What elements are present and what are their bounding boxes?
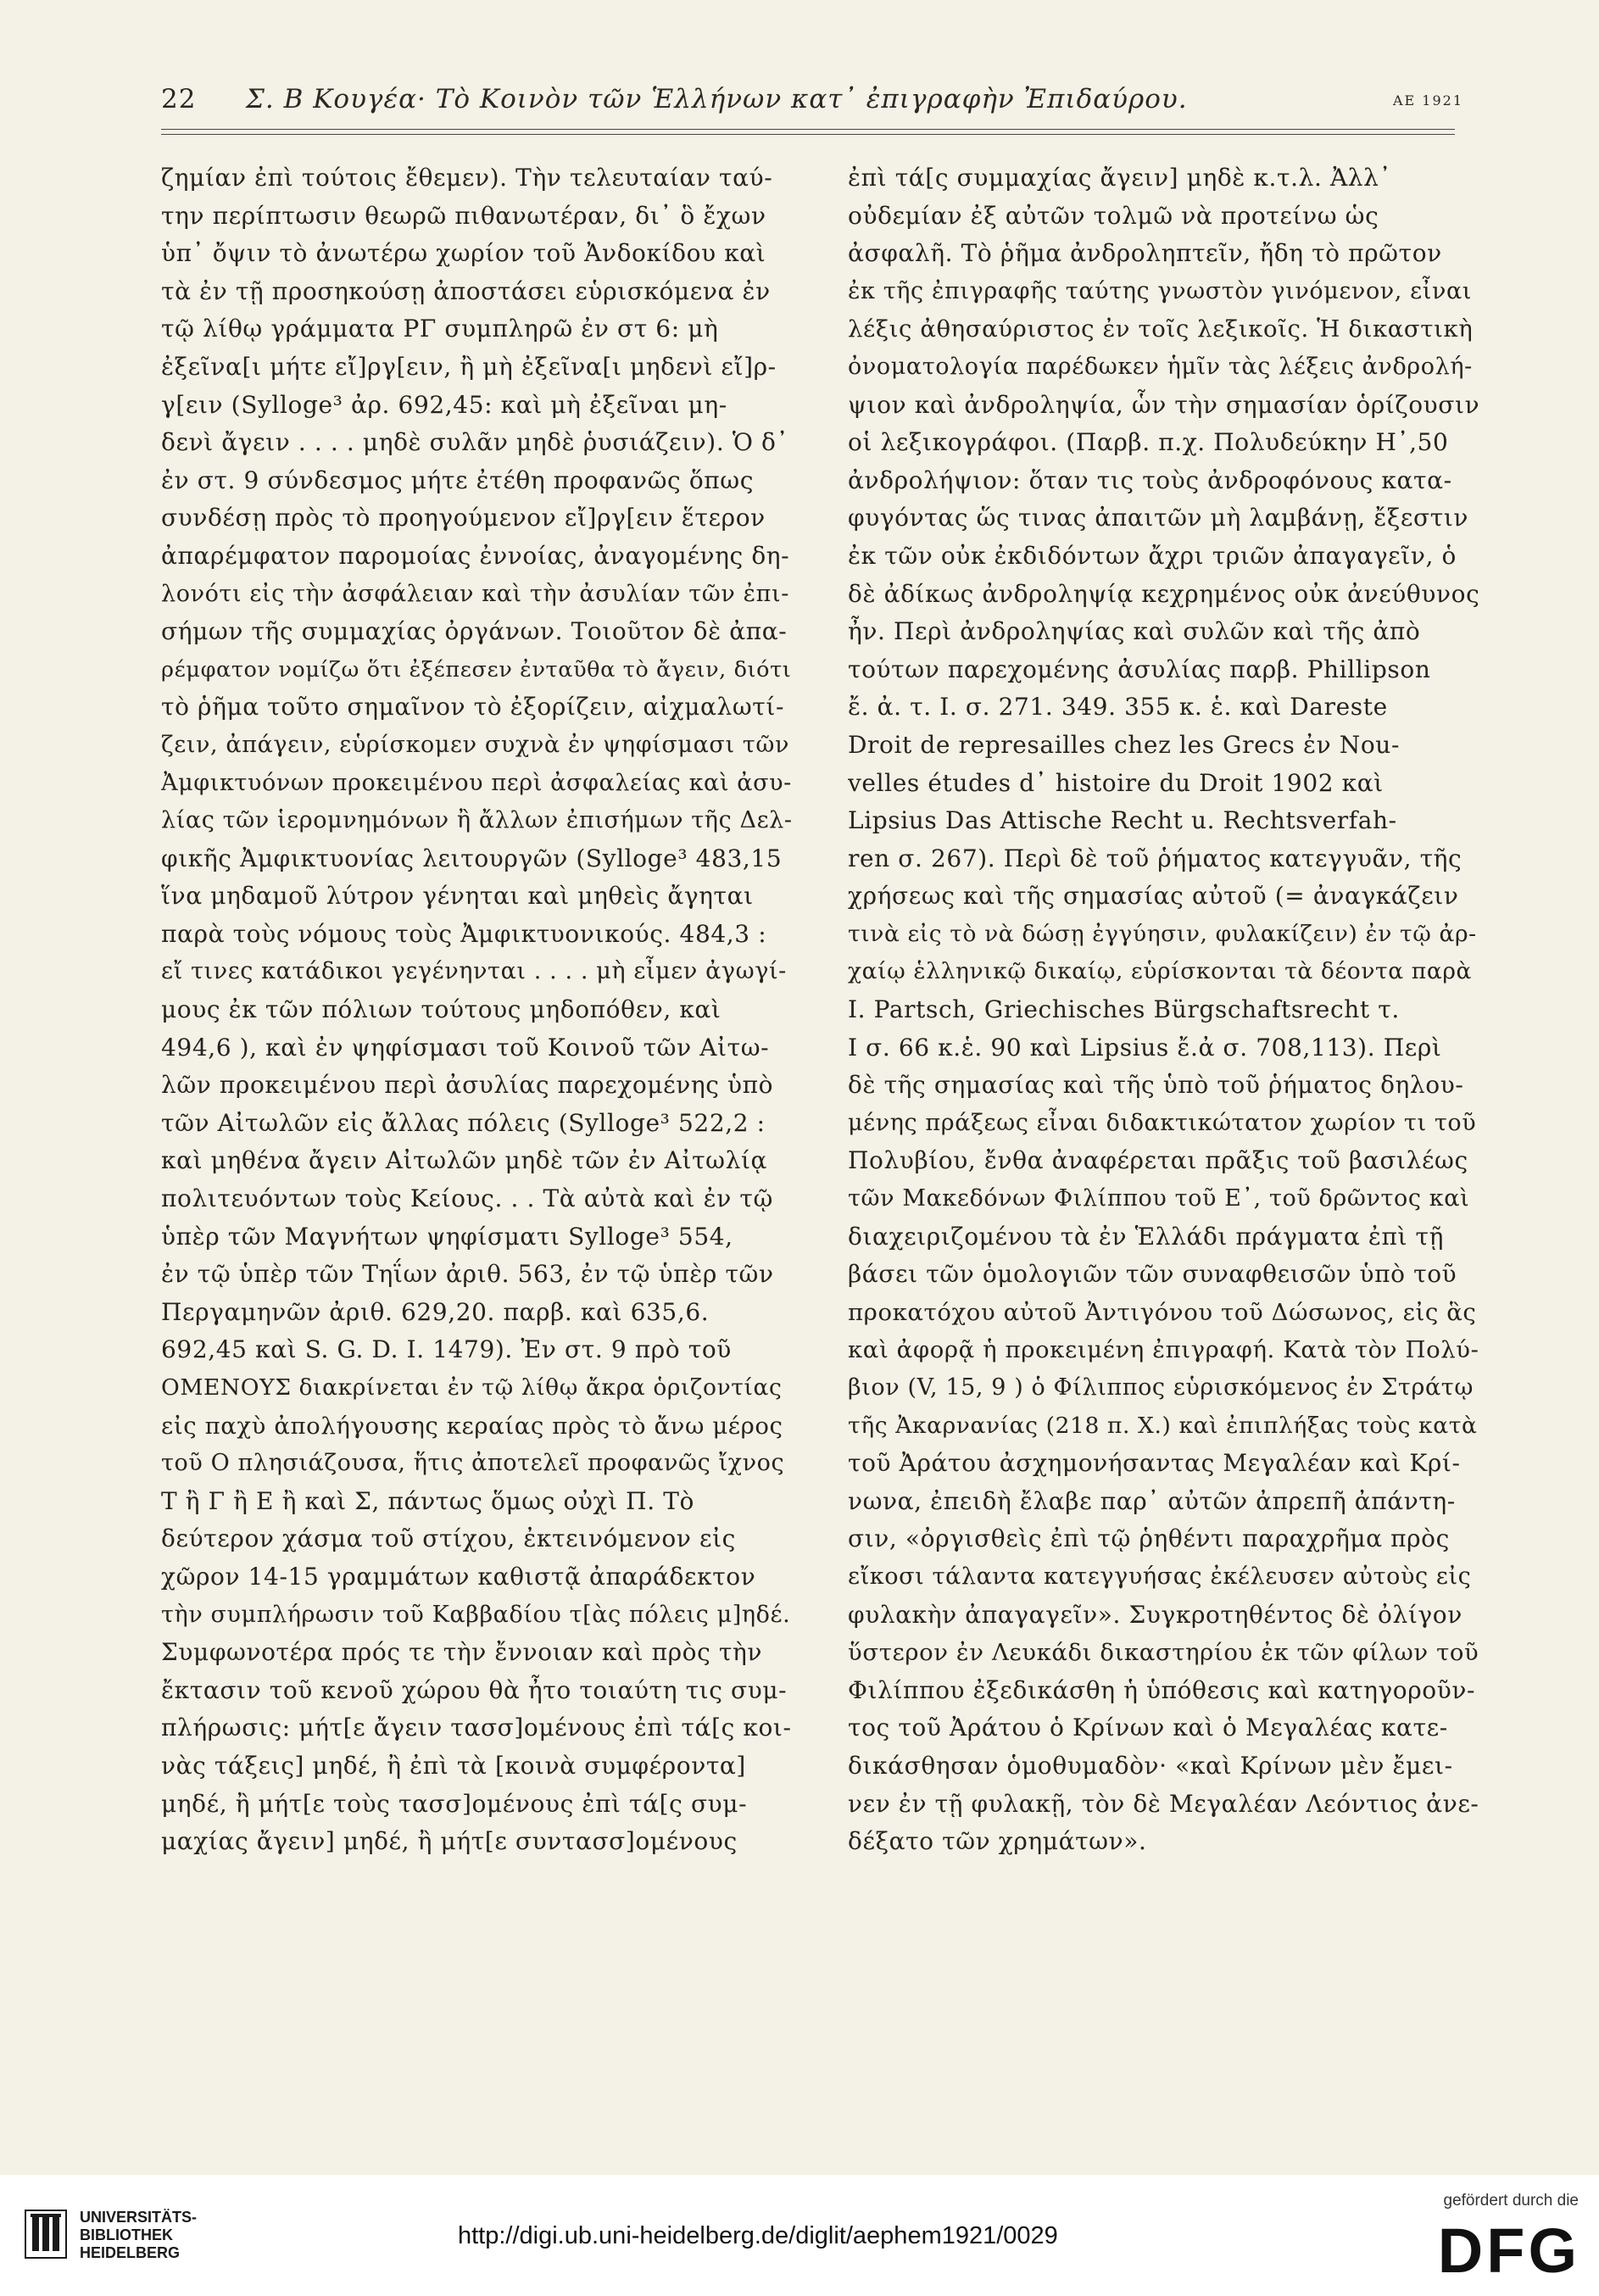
text-line: ἔ. ἀ. τ. I. σ. 271. 349. 355 κ. ἑ. καὶ Dareste <box>848 693 1388 722</box>
text-line: οἱ λεξικογράφοι. (Παρβ. π.χ. Πολυδεύκην Η᾽,50 <box>848 428 1449 457</box>
text-line: ἀπαρέμφατον παρομοίας ἐννοίας, ἀναγομένης δη- <box>161 541 790 570</box>
text-line: λῶν προκειμένου περὶ ἀσυλίας παρεχομένης ὑπὸ <box>161 1071 774 1100</box>
text-line: χρήσεως καὶ τῆς σημασίας αὐτοῦ (= ἀναγκάζειν <box>848 882 1459 911</box>
library-line: BIBLIOTHEK <box>80 2226 173 2243</box>
text-line: ἐπὶ τά[ς συμμαχίας ἄγειν] μηδὲ κ.τ.λ. Ἀλλ᾽ <box>848 164 1392 192</box>
text-line: ἐν στ. 9 σύνδεσμος μήτε ἐτέθη προφανῶς ὅπως <box>161 465 755 494</box>
text-line: προκατόχου αὐτοῦ Ἀντιγόνου τοῦ Δώσωνος, εἰς ἃς <box>848 1298 1477 1326</box>
left-column <box>161 159 793 1861</box>
text-line: τὴν συμπλήρωσιν τοῦ Καββαδίου τ[ὰς πόλεις μ]ηδέ. <box>161 1601 791 1628</box>
text-line: Πολυβίου, ἔνθα ἀναφέρεται πρᾶξις τοῦ βασιλέως <box>848 1146 1468 1175</box>
text-line: ΟΜΕΝΟΥΣ διακρίνεται ἐν τῷ λίθῳ ἄκρα ὁριζοντίας <box>161 1374 783 1401</box>
text-line: λίας τῶν ἱερομνημόνων ἢ ἄλλων ἐπισήμων τῆς Δελ- <box>161 807 793 834</box>
text-line: νωνα, ἐπειδὴ ἔλαβε παρ᾽ αὐτῶν ἀπρεπῆ ἀπάντη- <box>848 1486 1456 1515</box>
text-line: ren σ. 267). Περὶ δὲ τοῦ ῥήματος κατεγγυᾶν, τῆς <box>848 844 1462 872</box>
text-line: τὸ ῥῆμα τοῦτο σημαῖνον τὸ ἐξορίζειν, αἰχμαλωτί- <box>161 693 785 722</box>
text-line: βιον (V, 15, 9 ) ὁ Φίλιππος εὑρισκόμενος ἐν Στράτῳ <box>848 1374 1474 1401</box>
text-line: νὰς τάξεις] μηδέ, ἢ ἐπὶ τὰ [κοινὰ συμφέροντα] <box>161 1751 746 1780</box>
text-line: ἐκ τῆς ἐπιγραφῆς ταύτης γνωστὸν γινόμενον, εἶναι <box>848 277 1472 304</box>
text-line: διαχειριζομένου τὰ ἐν Ἑλλάδι πράγματα ἐπὶ τῇ <box>848 1222 1444 1251</box>
text-line: σιν, «ὀργισθεὶς ἐπὶ τῷ ῥηθέντι παραχρῆμα πρὸς <box>848 1524 1450 1553</box>
text-line: μένης πράξεως εἶναι διδακτικώτατον χωρίον τι τοῦ <box>848 1109 1477 1136</box>
text-line: εἴ τινες κατάδικοι γεγένηνται . . . . μὴ εἶμεν ἀγωγί- <box>161 958 787 985</box>
text-line: οὐδεμίαν ἐξ αὐτῶν τολμῶ νὰ προτείνω ὡς <box>848 201 1379 230</box>
text-line: ὑπ᾽ ὄψιν τὸ ἀνωτέρω χωρίον τοῦ Ἀνδοκίδου καὶ <box>161 239 766 268</box>
running-head <box>161 81 1463 123</box>
text-line: λέξις ἀθησαύριστος ἐν τοῖς λεξικοῖς. Ἡ δικαστικὴ <box>848 315 1474 343</box>
text-line: τῶν Μακεδόνων Φιλίππου τοῦ Ε᾽, τοῦ δρῶντος καὶ <box>848 1185 1470 1212</box>
text-line: καὶ μηθένα ἄγειν Αἰτωλῶν μηδὲ τῶν ἐν Αἰτωλίᾳ <box>161 1146 768 1175</box>
text-line: Περγαμηνῶν ἀριθ. 629,20. παρβ. καὶ 635,6. <box>161 1297 710 1326</box>
text-line: εἴκοσι τάλαντα κατεγγυήσας ἐκέλευσεν αὐτοὺς εἰς <box>848 1563 1472 1590</box>
text-line: ὑπὲρ τῶν Μαγνήτων ψηφίσματι Sylloge³ 554, <box>161 1222 733 1251</box>
text-line: ἔκτασιν τοῦ κενοῦ χώρου θὰ ἦτο τοιαύτη τις συμ- <box>161 1675 788 1704</box>
text-line: ὕστερον ἐν Λευκάδι δικαστηρίου ἐκ τῶν φίλων τοῦ <box>848 1639 1479 1667</box>
text-line: velles études d᾽ histoire du Droit 1902 καὶ <box>848 768 1384 797</box>
text-line: τῆς Ἀκαρνανίας (218 π. Χ.) καὶ ἐπιπλήξας τοὺς κατὰ <box>848 1412 1478 1439</box>
library-name <box>80 2209 197 2262</box>
text-line: Ἀμφικτυόνων προκειμένου περὶ ἀσφαλείας καὶ ἀσυ- <box>161 769 792 796</box>
text-line: ζειν, ἀπάγειν, εὑρίσκομεν συχνὰ ἐν ψηφίσμασι τῶν <box>161 731 789 758</box>
text-line: μαχίας ἄγειν] μηδέ, ἢ μήτ[ε συντασσ]ομένους <box>161 1827 738 1856</box>
text-line: Συμφωνοτέρα πρός τε τὴν ἔννοιαν καὶ πρὸς τὴν <box>161 1638 762 1667</box>
text-line: ἐξεῖνα[ι μήτε εἴ]ργ[ειν, ἢ μὴ ἐξεῖνα[ι μηδενὶ εἴ]ρ- <box>161 352 777 381</box>
page-number: 22 <box>161 84 197 114</box>
text-line: I. Partsch, Griechisches Bürgschaftsrecht τ. <box>848 995 1400 1024</box>
text-line: ζημίαν ἐπὶ τούτοις ἔθεμεν). Τὴν τελευταίαν ταύ- <box>161 164 773 192</box>
text-line: τὰ ἐν τῇ προσηκούσῃ ἀποστάσει εὑρισκόμενα ἐν <box>161 276 771 305</box>
header-rule-thin <box>161 134 1455 135</box>
funded-by-label: gefördert durch die <box>1443 2192 1579 2210</box>
text-line: δικάσθησαν ὁμοθυμαδὸν· «καὶ Κρίνων μὲν ἔμει- <box>848 1751 1453 1780</box>
university-library-logo-icon <box>24 2209 68 2260</box>
text-line: ἦν. Περὶ ἀνδροληψίας καὶ συλῶν καὶ τῆς ἀπὸ <box>848 617 1421 646</box>
text-line: 692,45 καὶ S. G. D. I. 1479). Ἐν στ. 9 πρὸ τοῦ <box>161 1335 732 1364</box>
dfg-logo: DFG <box>1437 2215 1580 2286</box>
text-line: τῶν Αἰτωλῶν εἰς ἄλλας πόλεις (Sylloge³ 522,2 : <box>161 1108 766 1137</box>
text-line: γ[ειν (Sylloge³ ἀρ. 692,45: καὶ μὴ ἐξεῖναι μη- <box>161 390 727 419</box>
text-line: χῶρον 14-15 γραμμάτων καθιστᾷ ἀπαράδεκτον <box>161 1562 756 1591</box>
text-line: δενὶ ἄγειν . . . . μηδὲ συλᾶν μηδὲ ῥυσιάζειν). Ὁ δ᾽ <box>161 428 789 457</box>
text-line: Lipsius Das Attische Recht u. Rechtsverfah- <box>848 806 1397 835</box>
text-line: I σ. 66 κ.ἑ. 90 καὶ Lipsius ἔ.ἀ σ. 708,113). Περὶ <box>848 1033 1442 1062</box>
text-line: δεύτερον χάσμα τοῦ στίχου, ἐκτεινόμενον εἰς <box>161 1524 736 1553</box>
text-line: φυλακὴν ἀπαγαγεῖν». Συγκροτηθέντος δὲ ὀλίγον <box>848 1600 1462 1629</box>
text-line: ρέμφατον νομίζω ὅτι ἐξέπεσεν ἐνταῦθα τὸ ἄγειν, διότι <box>161 656 792 683</box>
text-line: παρὰ τοὺς νόμους τοὺς Ἀμφικτυονικούς. 484,3 : <box>161 919 767 948</box>
text-line: εἰς παχὺ ἀπολήγουσης κεραίας πρὸς τὸ ἄνω μέρος <box>161 1412 783 1440</box>
text-line: μους ἐκ τῶν πόλιων τούτους μηδοπόθεν, καὶ <box>161 995 722 1024</box>
text-line: ἀνδρολήψιον: ὅταν τις τοὺς ἀνδροφόνους κατα- <box>848 465 1452 494</box>
source-url-link[interactable]: http://digi.ub.uni-heidelberg.de/diglit/aephem1921/0029 <box>458 2222 1058 2249</box>
text-line: δέξατο τῶν χρημάτων». <box>848 1827 1147 1856</box>
text-line: ἐν τῷ ὑπὲρ τῶν Τηΐων ἀριθ. 563, ἐν τῷ ὑπὲρ τῶν <box>161 1260 774 1289</box>
text-line: τος τοῦ Ἀράτου ὁ Κρίνων καὶ ὁ Μεγαλέας κατε- <box>848 1714 1448 1742</box>
header-rule <box>161 129 1455 130</box>
text-line: τινὰ εἰς τὸ νὰ δώσῃ ἐγγύησιν, φυλακίζειν) ἐν τῷ ἀρ- <box>848 920 1477 947</box>
text-line: σήμων τῆς συμμαχίας ὀργάνων. Τοιοῦτον δὲ ἀπα- <box>161 617 788 646</box>
text-line: Droit de represailles chez les Grecs ἐν Nou- <box>848 730 1400 759</box>
text-line: δὲ ἀδίκως ἀνδροληψίᾳ κεχρημένος οὐκ ἀνεύθυνος <box>848 579 1479 608</box>
text-line: νεν ἐν τῇ φυλακῇ, τὸν δὲ Μεγαλέαν Λεόντιος ἀνε- <box>848 1789 1479 1818</box>
text-line: συνδέσῃ πρὸς τὸ προηγούμενον εἴ]ργ[ειν ἕτερον <box>161 504 766 532</box>
text-line: πολιτευόντων τοὺς Κείους. . . Τὰ αὐτὰ καὶ ἐν τῷ <box>161 1184 773 1213</box>
text-line: φυγόντας ὥς τινας ἀπαιτῶν μὴ λαμβάνῃ, ἔξεστιν <box>848 504 1469 532</box>
text-line: φικῆς Ἀμφικτυονίας λειτουργῶν (Sylloge³ 483,15 <box>161 844 783 872</box>
text-line: καὶ ἀφορᾷ ἡ προκειμένη ἐπιγραφή. Κατὰ τὸν Πολύ- <box>848 1336 1479 1364</box>
text-line: βάσει τῶν ὁμολογιῶν τῶν συναφθεισῶν ὑπὸ τοῦ <box>848 1260 1457 1289</box>
running-title: Σ. Β Κουγέα· Τὸ Κοινὸν τῶν Ἑλλήνων κατ᾽ ἐπιγραφὴν Ἐπιδαύρου. <box>246 84 1188 114</box>
text-line: τούτων παρεχομένης ἀσυλίας παρβ. Phillipson <box>848 655 1431 683</box>
text-line: ψιον καὶ ἀνδροληψία, ὧν τὴν σημασίαν ὁρίζουσιν <box>848 390 1479 419</box>
text-line: μηδέ, ἢ μήτ[ε τοὺς τασσ]ομένους ἐπὶ τά[ς συμ- <box>161 1789 748 1818</box>
text-line: δὲ τῆς σημασίας καὶ τῆς ὑπὸ τοῦ ῥήματος δηλου- <box>848 1071 1464 1100</box>
text-line: Τ ἢ Γ ἢ Ε ἢ καὶ Σ, πάντως ὅμως οὐχὶ Π. Τὸ <box>161 1486 694 1515</box>
text-line: ἵνα μηδαμοῦ λύτρον γένηται καὶ μηθεὶς ἄγηται <box>161 882 754 911</box>
text-line: Φιλίππου ἐξεδικάσθη ἡ ὑπόθεσις καὶ κατηγοροῦν- <box>848 1675 1476 1704</box>
text-line: τοῦ Ἀράτου ἀσχημονήσαντας Μεγαλέαν καὶ Κρί- <box>848 1449 1461 1478</box>
text-line: χαίῳ ἑλληνικῷ δικαίῳ, εὑρίσκονται τὰ δέοντα παρὰ <box>848 958 1472 985</box>
library-line: UNIVERSITÄTS- <box>80 2209 198 2226</box>
text-line: ὀνοματολογία παρέδωκεν ἡμῖν τὰς λέξεις ἀνδρολή- <box>848 353 1473 380</box>
text-line: τοῦ Ο πλησιάζουσα, ἥτις ἀποτελεῖ προφανῶς ἴχνος <box>161 1450 785 1477</box>
right-column <box>848 159 1479 1861</box>
text-line: πλήρωσις: μήτ[ε ἄγειν τασσ]ομένους ἐπὶ τά[ς κοι- <box>161 1714 792 1742</box>
text-line: την περίπτωσιν θεωρῶ πιθανωτέραν, δι᾽ ὃ ἔχων <box>161 201 766 230</box>
text-line: 494,6 ), καὶ ἐν ψηφίσμασι τοῦ Κοινοῦ τῶν Αἰτω- <box>161 1033 770 1062</box>
text-line: ἐκ τῶν οὐκ ἐκδιδόντων ἄχρι τριῶν ἀπαγαγεῖν, ὁ <box>848 541 1457 570</box>
text-line: τῷ λίθῳ γράμματα ΡΓ συμπληρῶ ἐν στ 6: μὴ <box>161 315 719 343</box>
text-line: ἀσφαλῆ. Τὸ ῥῆμα ἀνδροληπτεῖν, ἤδη τὸ πρῶτον <box>848 239 1442 268</box>
text-line: λονότι εἰς τὴν ἀσφάλειαν καὶ τὴν ἀσυλίαν τῶν ἐπι- <box>161 580 789 607</box>
library-line: HEIDELBERG <box>80 2244 181 2261</box>
footer-bar <box>0 2175 1599 2296</box>
journal-tag: ΑΕ 1921 <box>1392 92 1463 109</box>
